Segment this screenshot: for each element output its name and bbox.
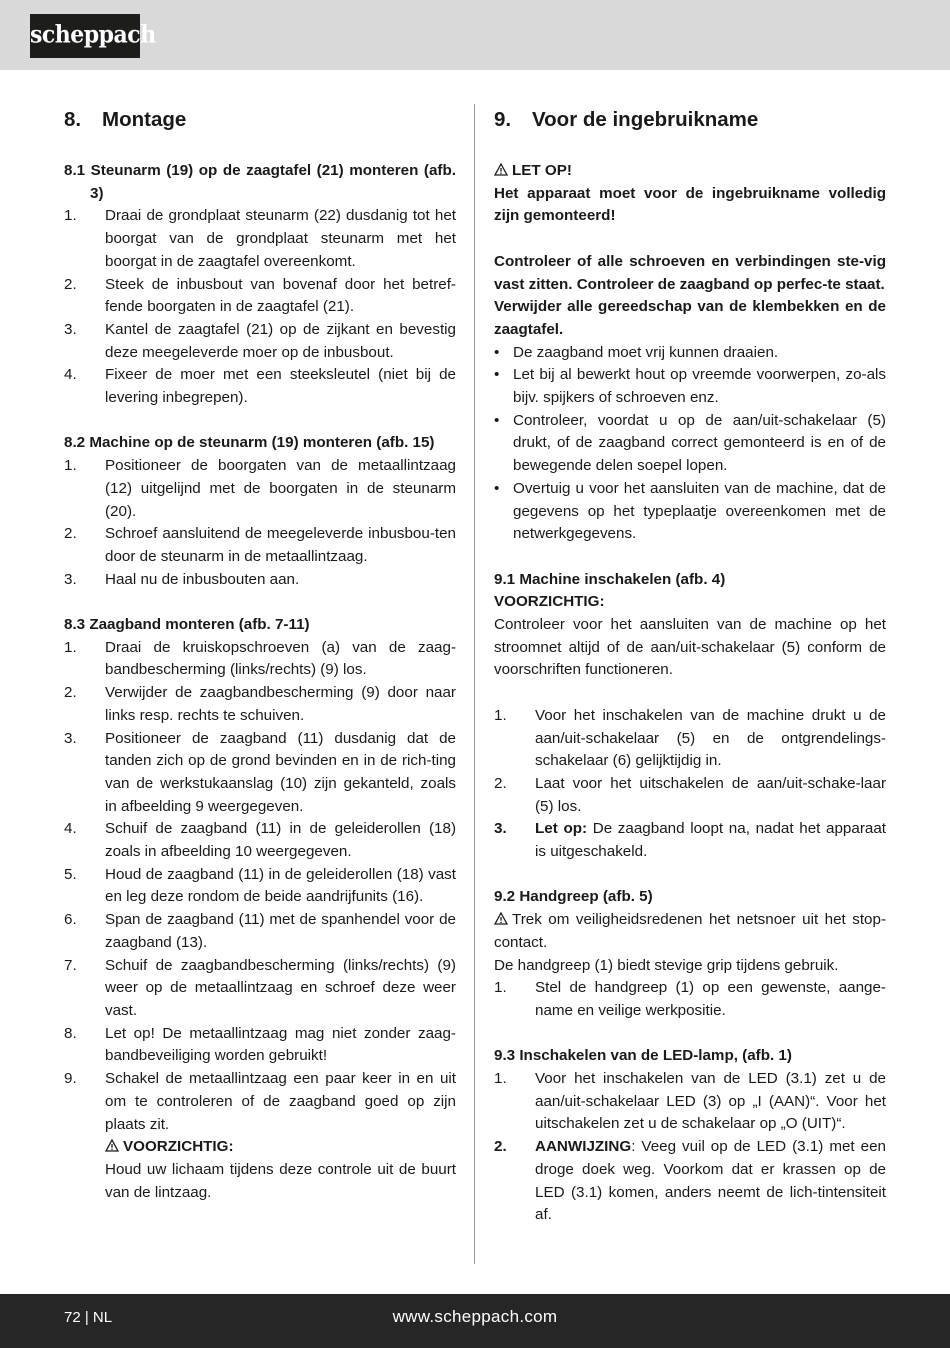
letop-block	[494, 160, 886, 183]
list-item	[64, 682, 456, 727]
subsection-8-1-title: 8.1 Steunarm (19) op de zaagtafel (21) monteren (afb. 3)	[64, 162, 456, 202]
warning-icon	[105, 1139, 119, 1152]
letop-text: Het apparaat moet voor de ingebruikname volledig zijn gemonteerd!	[494, 184, 886, 225]
list-8-2	[64, 455, 456, 591]
list-item-number: 6.	[64, 911, 77, 929]
list-item-number: 8.	[64, 1024, 77, 1042]
website-link[interactable]: www.scheppach.com	[392, 1307, 558, 1326]
list-item-text: Schuif de zaagbandbescherming (links/rechts) (9) weer op de metaallintzaag en schroef deze weer vast.	[105, 956, 456, 1019]
list-item: 1. Voor het inschakelen van de machine drukt u de aan/uit-schakelaar (5) en de ontgrendelings-schakelaar (6) gelijktijdig in.	[494, 706, 886, 770]
list-item-number: 1.	[64, 638, 77, 656]
list-item-text: Houd de zaagband (11) in de geleiderollen (18) vast en leg deze rondom de beide aandrijfunits (16).	[105, 865, 456, 906]
list-item-number: 1.	[64, 457, 77, 475]
subsection-9-3-title: 9.3 Inschakelen van de LED-lamp, (afb. 1)	[494, 1047, 792, 1065]
list-item-number: 7.	[64, 956, 77, 974]
bullet-text: Controleer, voordat u op de aan/uit-schakelaar (5) drukt, of de zaagband correct gemonteerd is en of de bewegende delen soepel lopen.	[513, 411, 886, 475]
list-item	[64, 455, 456, 523]
list-item	[64, 274, 456, 319]
letop-label: LET OP!	[512, 162, 572, 179]
page-number: 72 | NL	[64, 1309, 113, 1326]
section-8-heading: 8. Montage	[64, 108, 187, 131]
list-item-text: Fixeer de moer met een steeksleutel (niet bij de levering inbegrepen).	[105, 366, 456, 407]
caution-label: VOORZICHTIG:	[123, 1138, 234, 1156]
warning-icon	[494, 912, 508, 925]
scheppach-logo: scheppach	[30, 14, 140, 58]
subsection-9-2-text: De handgreep (1) biedt stevige grip tijdens gebruik.	[494, 956, 839, 974]
right-column	[494, 104, 886, 1227]
list-item	[64, 728, 456, 819]
list-8-1	[64, 205, 456, 409]
left-column	[64, 104, 456, 1204]
list-8-3	[64, 637, 456, 1136]
list-item-text: Steek de inbusbout van bovenaf door het betref-fende boorgaten in de zaagtafel (21).	[105, 275, 456, 316]
list-item-text: Schroef aansluitend de meegeleverde inbusbou-ten door de steunarm in de metaallintzaag.	[105, 525, 456, 565]
list-item	[64, 205, 456, 273]
bullet-dot: •	[494, 479, 500, 497]
list-item-text: Schuif de zaagband (11) in de geleiderollen (18) zoals in afbeelding 10 weergegeven.	[105, 820, 456, 861]
list-item	[64, 909, 456, 954]
list-item-number: 9.	[64, 1070, 77, 1088]
subsection-8-2-title: 8.2 Machine op de steunarm (19) monteren (afb. 15)	[64, 434, 435, 452]
bullet-item	[494, 342, 886, 365]
list-item-number: 3.	[64, 570, 77, 588]
list-item-number: 2.	[64, 275, 77, 293]
subsection-9-2-title: 9.2 Handgreep (afb. 5)	[494, 888, 653, 906]
bullet-text: De zaagband moet vrij kunnen draaien.	[513, 343, 779, 361]
list-item-number: 4.	[64, 820, 77, 838]
list-item-number: 3.	[64, 320, 77, 338]
list-item	[64, 955, 456, 1023]
remove-tools-text: Verwijder alle gereedschap van de klembekken en de zaagtafel.	[494, 298, 886, 338]
list-item-text: Draai de grondplaat steunarm (22) dusdanig tot het boorgat van de grondplaat steunarm met het boorgat in de zaagtafel overeenkomt.	[105, 207, 456, 270]
bullet-item	[494, 478, 886, 546]
list-item	[64, 637, 456, 682]
list-item	[64, 818, 456, 863]
list-item	[64, 1023, 456, 1068]
list-item-number: 4.	[64, 366, 77, 384]
caution-text: Houd uw lichaam tijdens deze controle uit de buurt van de lintzaag.	[105, 1160, 456, 1201]
list-item	[64, 1068, 456, 1136]
list-item-number: 1.	[64, 207, 77, 225]
list-item-number: 5.	[64, 865, 77, 883]
bullet-item	[494, 364, 886, 409]
list-item-text: Positioneer de zaagband (11) dusdanig dat de tanden zich op de grond bevinden en in de rich-ting van de werkstukaanslag (10) zijn gekanteld, zoals in afbeelding 9 weergegeven.	[105, 729, 456, 815]
bullet-item	[494, 410, 886, 478]
list-item-text: Haal nu de inbusbouten aan.	[105, 570, 300, 588]
subsection-9-1-text: Controleer voor het aansluiten van de machine op het stroomnet altijd of de aan/uit-schakelaar (5) conform de voorschriften functioneren.	[494, 616, 886, 679]
check-screws-text: Controleer of alle schroeven en verbindingen ste-vig vast zitten. Controleer de zaagband op perfec-te staat.	[494, 252, 886, 293]
header-bar	[0, 0, 950, 70]
bullet-text: Let bij al bewerkt hout op vreemde voorwerpen, zo-als bijv. spijkers of schroeven enz.	[513, 366, 886, 407]
list-item	[64, 523, 456, 568]
list-item	[64, 569, 456, 592]
list-item-text: Let op! De metaallintzaag mag niet zonder zaag-bandbeveiliging worden gebruikt!	[105, 1024, 456, 1065]
list-item: 1. Stel de handgreep (1) op een gewenste, aange-name en veilige werkpositie.	[494, 979, 886, 1019]
list-item	[64, 364, 456, 409]
list-item: 2. AANWIJZING: Veeg vuil op de LED (3.1) met een droge doek weg. Voorkom dat er krassen op de LED (3.1) komen, anders neemt de lich-tintensiteit af.	[494, 1138, 886, 1224]
subsection-9-1-title: 9.1 Machine inschakelen (afb. 4)	[494, 570, 726, 588]
list-item-text: Schakel de metaallintzaag een paar keer in en uit om te controleren of de zaagband goed op zijn plaats zit.	[105, 1070, 456, 1133]
warning-icon	[494, 163, 508, 176]
subsection-8-3-title: 8.3 Zaagband monteren (afb. 7-11)	[64, 616, 310, 634]
caution-block	[64, 1136, 456, 1204]
subsection-9-1-caution: VOORZICHTIG:	[494, 593, 605, 611]
list-item-text: Span de zaagband (11) met de spanhendel voor de zaagband (13).	[105, 911, 456, 951]
bullet-dot: •	[494, 366, 500, 384]
list-item-text: Kantel de zaagtafel (21) op de zijkant en bevestig deze meegeleverde moer op de inbusbout.	[105, 320, 456, 361]
column-divider	[474, 104, 475, 1264]
list-item	[64, 864, 456, 909]
section-9-heading: 9. Voor de ingebruikname	[494, 108, 759, 131]
bullet-dot: •	[494, 411, 500, 429]
list-item	[64, 319, 456, 364]
footer-bar	[0, 1294, 950, 1348]
bullet-text: Overtuig u voor het aansluiten van de machine, dat de gegevens op het typeplaatje overeenkomen met de netwerkgegevens.	[513, 479, 886, 543]
list-item-text: Verwijder de zaagbandbescherming (9) door naar links resp. rechts te schuiven.	[105, 684, 456, 724]
list-item-number: 2.	[64, 684, 77, 702]
subsection-9-2-warning: Trek om veiligheidsredenen het netsnoer uit het stop-contact.	[494, 911, 886, 951]
list-item: 3. Let op: De zaagband loopt na, nadat het apparaat is uitgeschakeld.	[494, 820, 886, 861]
bullet-list	[494, 342, 886, 546]
list-item-number: 3.	[64, 729, 77, 747]
list-item-number: 2.	[64, 525, 77, 543]
bullet-dot: •	[494, 343, 500, 361]
list-item-text: Positioneer de boorgaten van de metaallintzaag (12) uitgelijnd met de boorgaten in de steunarm (20).	[105, 457, 456, 520]
list-item: 2. Laat voor het uitschakelen de aan/uit-schake-laar (5) los.	[494, 774, 886, 815]
list-item-text: Draai de kruiskopschroeven (a) van de zaag-bandbescherming (links/rechts) (9) los.	[105, 638, 456, 679]
list-item: 1. Voor het inschakelen van de LED (3.1) zet u de aan/uit-schakelaar LED (3) op „I (AAN)“. Voor het uitschakelen zet u de schakelaar op „O (UIT)“.	[494, 1070, 886, 1133]
